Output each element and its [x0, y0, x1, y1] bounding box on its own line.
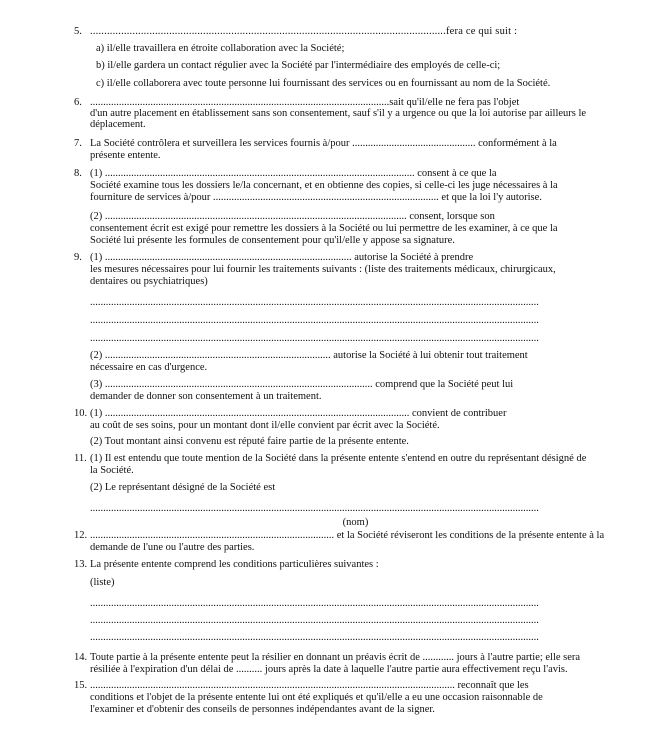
- section-10-line-2: au coût de ses soins, pour un montant dont il/elle convient par écrit avec la Société.: [90, 420, 440, 431]
- section-8-line-2: Société examine tous les dossiers le/la concernant, et en obtienne des copies, si celle-ci les juge nécessaires à la: [90, 180, 558, 191]
- section-9-line-5: nécessaire en cas d'urgence.: [90, 362, 208, 373]
- section-number: 5.: [74, 26, 82, 37]
- section-number: 7.: [74, 138, 82, 149]
- section-13-blank-line: ...........................................................................................................................................................................: [90, 615, 539, 626]
- section-number: 6.: [74, 97, 82, 108]
- section-12-line-1: ............................................................................................. et la Société réviseront les conditions de la présente entente à la: [90, 530, 605, 541]
- section-5-line: ..............................................................................................................................fera ce qui suit :: [90, 26, 518, 37]
- section-8-line-4: (2) ................................................................................................................... consent, lorsque son: [90, 211, 495, 222]
- section-14-line-1: Toute partie à la présente entente peut la résilier en donnant un préavis écrit de ............ jours à l'autre partie; elle sera: [90, 652, 581, 663]
- section-13-line-1: La présente entente comprend les conditions particulières suivantes :: [90, 559, 379, 570]
- section-5-item-a: a) il/elle travaillera en étroite collaboration avec la Société;: [96, 43, 345, 54]
- section-11-line-3: (2) Le représentant désigné de la Société est: [90, 482, 276, 493]
- section-10-line-3: (2) Tout montant ainsi convenu est réputé faire partie de la présente entente.: [90, 436, 409, 447]
- section-6-line-2: d'un autre placement en établissement sans son consentement, sauf s'il y a urgence ou que la loi autorise par ailleurs le: [90, 108, 587, 119]
- section-13-line-2: (liste): [90, 577, 115, 588]
- section-12-line-2: demande de l'une ou l'autre des parties.: [90, 542, 255, 553]
- section-9-line-6: (3) ...................................................................................................... comprend que la Société peut lui: [90, 379, 514, 390]
- section-9-blank-line: ...........................................................................................................................................................................: [90, 333, 539, 344]
- section-7-line-1: La Société contrôlera et surveillera les services fournis à/pour ............................................... conformément à la: [90, 138, 557, 149]
- section-9-line-2: les mesures nécessaires pour lui fournir les traitements suivants : (liste des traitements médicaux, chirurgicaux,: [90, 264, 556, 275]
- section-7-line-2: présente entente.: [90, 150, 161, 161]
- section-9-line-4: (2) ...................................................................................... autorise la Société à lui obtenir tout traitement: [90, 350, 528, 361]
- section-15-line-2: conditions et l'objet de la présente entente lui ont été expliqués et qu'il/elle a eu une occasion raisonnable de: [90, 692, 543, 703]
- section-5-item-b: b) il/elle gardera un contact régulier avec la Société par l'intermédiaire des employés de celle-ci;: [96, 60, 501, 71]
- section-number: 10.: [74, 408, 88, 419]
- section-11-line-2: la Société.: [90, 465, 134, 476]
- section-number: 9.: [74, 252, 82, 263]
- section-15-line-3: l'examiner et d'obtenir des conseils de personnes indépendantes avant de la signer.: [90, 704, 435, 715]
- section-number: 13.: [74, 559, 88, 570]
- section-number: 11.: [74, 453, 87, 464]
- section-11-blank-line: ...........................................................................................................................................................................: [90, 503, 539, 514]
- section-9-line-1: (1) .............................................................................................. autorise la Société à prendre: [90, 252, 474, 263]
- section-number: 14.: [74, 652, 88, 663]
- section-8-line-3: fourniture de services à/pour ...................................................................................... et que la loi l'y autorise.: [90, 192, 542, 203]
- section-13-blank-line: ...........................................................................................................................................................................: [90, 598, 539, 609]
- section-9-line-7: demander de donner son consentement à un traitement.: [90, 391, 322, 402]
- section-number: 8.: [74, 168, 82, 179]
- section-number: 12.: [74, 530, 88, 541]
- section-6-line-3: déplacement.: [90, 119, 146, 130]
- section-9-line-3: dentaires ou psychiatriques): [90, 276, 208, 287]
- section-8-line-5: consentement écrit est exigé pour remettre les dossiers à la Société ou lui permettre de les examiner, à ce que la: [90, 223, 558, 234]
- section-8-line-6: Société lui présente les formules de consentement pour qu'il/elle y appose sa signature.: [90, 235, 455, 246]
- section-9-blank-line: ...........................................................................................................................................................................: [90, 297, 539, 308]
- section-10-line-1: (1) .................................................................................................................... convient de contribuer: [90, 408, 507, 419]
- section-13-blank-line: ...........................................................................................................................................................................: [90, 632, 539, 643]
- section-number: 15.: [74, 680, 88, 691]
- section-5-item-c: c) il/elle collaborera avec toute personne lui fournissant des services ou en fournissant au nom de la Société.: [96, 78, 551, 89]
- section-9-blank-line: ...........................................................................................................................................................................: [90, 315, 539, 326]
- name-caption: (nom): [342, 517, 369, 528]
- section-11-line-1: (1) Il est entendu que toute mention de la Société dans la présente entente s'entend en outre du représentant désigné de: [90, 453, 587, 464]
- section-15-line-1: ........................................................................................................................................... reconnaît que les: [90, 680, 529, 691]
- section-8-line-1: (1) ...................................................................................................................... consent à ce que la: [90, 168, 497, 179]
- section-6-line-1: ..................................................................................................................sait qu'il/elle ne fera pas l'objet: [90, 97, 520, 108]
- section-14-line-2: résiliée à l'expiration d'un délai de .......... jours après la date à laquelle l'autre partie aura effectivement reçu l'avis.: [90, 664, 568, 675]
